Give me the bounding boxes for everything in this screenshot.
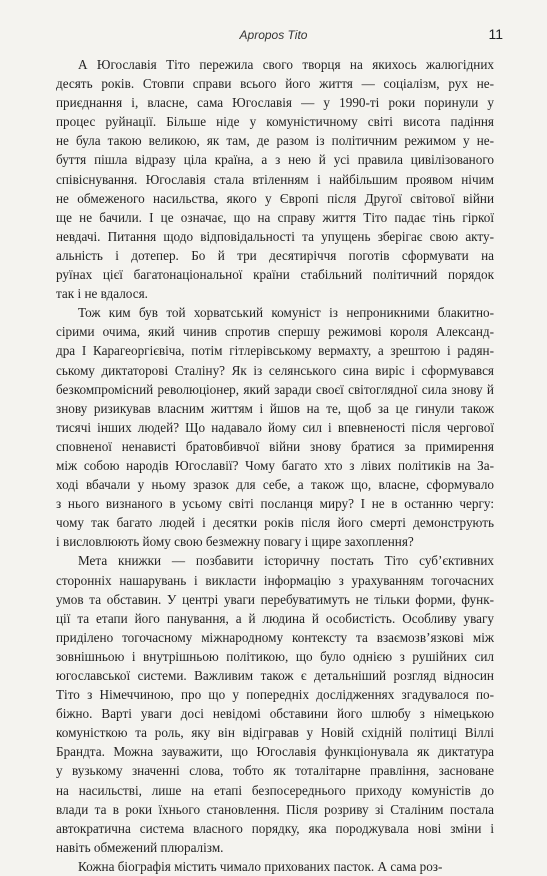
text-line: сторонніх нашарувань і викласти інформацію з урахуванням тогочасних [56,572,494,588]
text-line: знову ризикував власним життям і йшов на те, щоб за це гинули також [56,400,494,416]
text-line: Мета книжки — позбавити історичну постать Тіто суб’єктивних [78,553,494,569]
text-line: на насильстві, лише на етапі безпосереднього приходу комуністів до [56,782,494,798]
paragraph [56,551,494,857]
text-line: чому так багато людей і десятки років після його смерті демонструють [56,515,494,531]
text-line: зовнішньою і внутрішньою політикою, що було однією з рушійних сил [56,648,494,664]
page-header [0,26,547,46]
text-line: автократична система власного порядку, яка породжувала нові зміни і [56,820,494,836]
text-line: у вузькому значенні слова, тобто як тоталітарне правління, засноване [56,763,494,779]
text-line: з нього визнаного в усьому світі посланця миру? І не в останню чергу: [56,496,494,512]
body-text [56,55,494,876]
text-line: процес руйнації. Більше ніде у комуністичному світі висота падіння [56,114,494,130]
text-line: руїнах цієї багатонаціональної країни стабільний політичний порядок [56,267,494,283]
text-line: невдачі. Питання щодо відповідальності та упущень зберігає свою акту- [56,228,494,244]
text-line: буття пішла відразу ціла країна, а з нею й усі правила цивілізованого [56,152,494,168]
text-line: А Югославія Тіто пережила свого творця на якихось жалюгідних [78,57,494,72]
running-title: Apropos Tito [239,28,308,42]
text-line: ще не бачили. І це означає, що на справу життя Тіто падає тінь гіркої [56,209,494,225]
paragraph [56,55,494,303]
text-line: не була такою великою, як там, де разом із політичним режимом у не- [56,133,494,149]
text-line: Тож ким був той хорватський комуніст із непроникними блакитно- [78,305,494,321]
text-line: і висловлюють йому свою безмежну повагу і щире захоплення? [56,534,414,550]
text-line: тисячі інших людей? Що надавало йому сил і впевненості після чергової [56,419,494,435]
page-number: 11 [488,26,503,42]
text-line: сірими очима, який чинив спротив спершу режимові короля Александ- [56,324,494,340]
text-line: умов та обставин. У центрі уваги перебуватимуть не тільки форми, функ- [56,591,494,607]
text-line: навіть обмежений плюралізм. [56,839,224,855]
text-line: біжно. Варті уваги досі невідомі обставини його шлюбу з німецькою [56,706,494,722]
text-line: приєднання і, власне, сама Югославія — у 1990-ті роки поринули у [56,95,494,111]
text-line: Кожна біографія містить чимало прихованих пасток. А сама роз- [78,858,443,874]
text-line: між собою народів Югославії? Чому багато хто з лівих політиків на За- [56,457,494,473]
text-line: ському диктаторові Сталіну? Як із селянського сина виріс і сформувався [56,362,494,378]
text-line: комуністкою та роль, яку він відігравав у Новій східній політиці Віллі [56,725,494,741]
text-line: ході вбачали у ньому зразок для себе, а також що, власне, сформувало [56,477,494,493]
text-line: безкомпромісний революціонер, який заради своєї світоглядної сила знову й [56,381,494,397]
text-line: югославської системи. Важливим також є детальніший розгляд відносин [56,668,494,683]
text-line: альність і дотепер. Бо й три десятиріччя поготів сформувати на [56,247,494,263]
text-line: десять років. Стовпи справи всього його життя — соціалізм, рух не- [56,76,494,92]
paragraph [56,303,494,551]
text-line: сповненої ненависті братовбивчої війни знову братися за примирення [56,438,494,454]
text-line: влади та в роки їхнього становлення. Після розриву зі Сталіним постала [56,801,494,817]
text-line: дра І Карагеоргієвіча, потім гітлерівському вермахту, а зрештою і радян- [56,343,494,359]
text-line: приділено тогочасному міжнародному контексту та взаємозв’язкові між [56,629,494,645]
text-line: не обмеженого насильства, якого у Європі після Другої світової війни [56,190,494,206]
paragraph [56,857,494,876]
text-line: Тіто з Німеччиною, про що у попередніх дослідженнях згадувалося по- [56,687,494,703]
text-line: так і не вдалося. [56,286,148,302]
text-line: Брандта. Можна зауважити, що Югославія функціонувала як диктатура [56,744,494,760]
text-line: ції та етапи його панування, а й людина й особистість. Особливу увагу [56,610,494,626]
text-line: співіснування. Югославія стала втіленням і найбільшим проявом нічим [56,171,494,187]
